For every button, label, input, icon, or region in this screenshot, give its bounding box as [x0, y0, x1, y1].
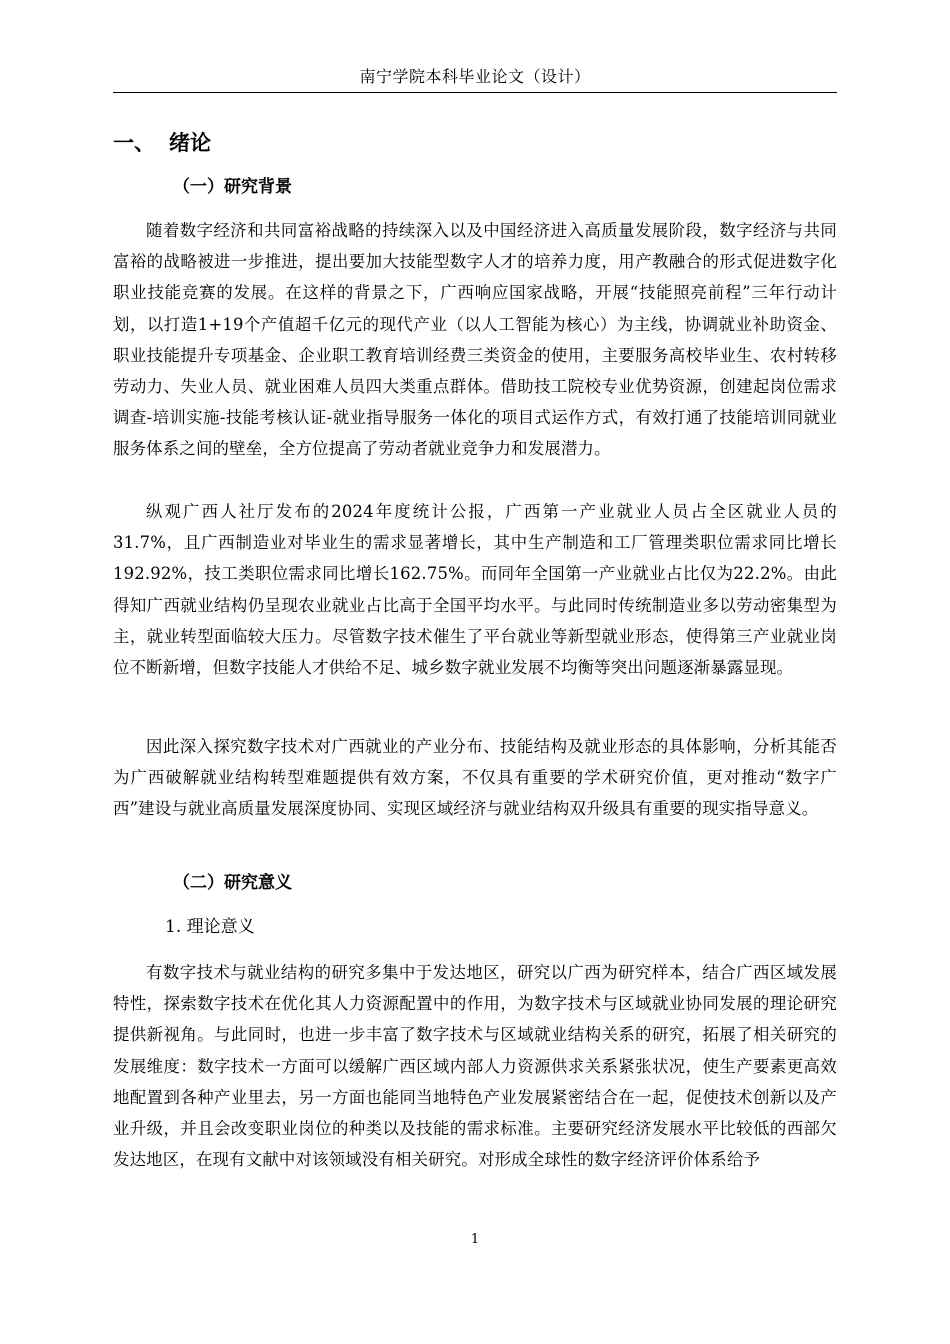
running-header: 南宁学院本科毕业论文（设计） [359, 67, 591, 86]
chapter-heading [113, 128, 211, 158]
paragraph-background-2: 纵观广西人社厅发布的2024年度统计公报，广西第一产业就业人员占全区就业人员的31.7%，且广西制造业对毕业生的需求显著增长，其中生产制造和工厂管理类职位需求同比增长192.92%，技工类职位需求同比增长162.75%。而同年全国第一产业就业占比仅为22.2%。由此得知广西就业结构仍呈现农业就业占比高于全国平均水平。与此同时传统制造业多以劳动密集型为主，就业转型面临较大压力。尽管数字技术催生了平台就业等新型就业形态，使得第三产业就业岗位不断新增，但数字技能人才供给不足、城乡数字就业发展不均衡等突出问题逐渐暴露显现。 [113, 502, 837, 678]
header-divider [113, 92, 837, 93]
paragraph-theory: 有数字技术与就业结构的研究多集中于发达地区，研究以广西为研究样本，结合广西区域发展特性，探索数字技术在优化其人力资源配置中的作用，为数字技术与区域就业协同发展的理论研究提供新视角。与此同时，也进一步丰富了数字技术与区域就业结构关系的研究，拓展了相关研究的发展维度：数字技术一方面可以缓解广西区域内部人力资源供求关系紧张状况，使生产要素更高效地配置到各种产业里去，另一方面也能同当地特色产业发展紧密结合在一起，促使技术创新以及产业升级，并且会改变职业岗位的种类以及技能的需求标准。主要研究经济发展水平比较低的西部欠发达地区，在现有文献中对该领域没有相关研究。对形成全球性的数字经济评价体系给予 [113, 963, 837, 1170]
section-heading-background: （一）研究背景 [173, 177, 292, 197]
section-heading-significance: （二）研究意义 [173, 873, 292, 893]
page-number: 1 [470, 1232, 480, 1247]
subsection-heading-theory: 1. 理论意义 [165, 917, 255, 937]
chapter-number: 一、 [113, 131, 155, 155]
paragraph-background-3: 因此深入探究数字技术对广西就业的产业分布、技能结构及就业形态的具体影响，分析其能否为广西破解就业结构转型难题提供有效方案，不仅具有重要的学术研究价值，更对推动“数字广西”建设与就业高质量发展深度协同、实现区域经济与就业结构双升级具有重要的现实指导意义。 [113, 737, 837, 819]
paragraph-background-1: 随着数字经济和共同富裕战略的持续深入以及中国经济进入高质量发展阶段，数字经济与共同富裕的战略被进一步推进，提出要加大技能型数字人才的培养力度，用产教融合的形式促进数字化职业技能竞赛的发展。在这样的背景之下，广西响应国家战略，开展“技能照亮前程”三年行动计划，以打造1+19个产值超千亿元的现代产业（以人工智能为核心）为主线，协调就业补助资金、职业技能提升专项基金、企业职工教育培训经费三类资金的使用，主要服务高校毕业生、农村转移劳动力、失业人员、就业困难人员四大类重点群体。借助技工院校专业优势资源，创建起岗位需求调查-培训实施-技能考核认证-就业指导服务一体化的项目式运作方式，有效打通了技能培训同就业服务体系之间的壁垒，全方位提高了劳动者就业竞争力和发展潜力。 [113, 221, 837, 459]
chapter-title: 绪论 [169, 131, 211, 155]
